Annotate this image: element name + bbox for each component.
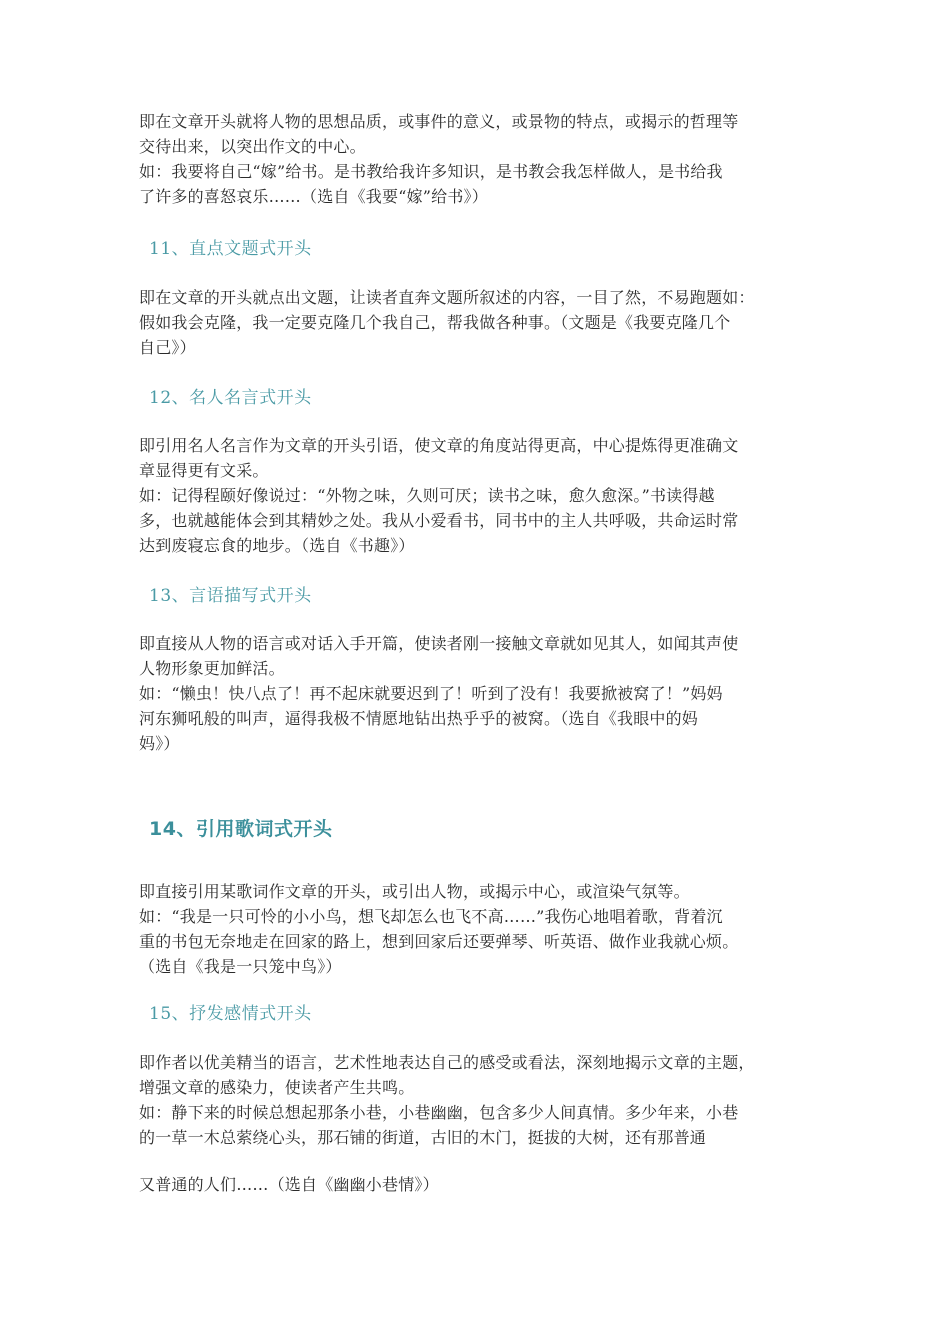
paragraph-line: 如：“懒虫！快八点了！再不起床就要迟到了！听到了没有！我要掀被窝了！”妈妈	[139, 684, 723, 703]
paragraph-line: 即作者以优美精当的语言，艺术性地表达自己的感受或看法，深刻地揭示文章的主题，	[139, 1053, 755, 1072]
paragraph-line: 交待出来，以突出作文的中心。	[139, 137, 366, 156]
paragraph-line: 自己》）	[139, 338, 196, 357]
paragraph-line: 的一草一木总萦绕心头，那石铺的街道，古旧的木门，挺拔的大树，还有那普通	[139, 1128, 707, 1147]
paragraph-line: 河东狮吼般的叫声，逼得我极不情愿地钻出热乎乎的被窝。（选自《我眼中的妈	[139, 709, 699, 728]
paragraph-line: 妈》）	[139, 734, 180, 753]
paragraph-line: 即引用名人名言作为文章的开头引语，使文章的角度站得更高，中心提炼得更准确文	[139, 436, 739, 455]
paragraph-line: 如：“我是一只可怜的小小鸟，想飞却怎么也飞不高……”我伤心地唱着歌，背着沉	[139, 907, 723, 926]
paragraph-line: 达到废寝忘食的地步。（选自《书趣》）	[139, 536, 415, 555]
paragraph-line: 了许多的喜怒哀乐……（选自《我要“嫁”给书》）	[139, 187, 488, 206]
section-heading-15: 15、抒发感情式开头	[149, 1004, 312, 1024]
section-heading-12: 12、名人名言式开头	[149, 388, 312, 408]
paragraph-line: （选自《我是一只笼中鸟》）	[139, 957, 342, 976]
section-heading-13: 13、言语描写式开头	[149, 586, 312, 606]
paragraph-line: 如：静下来的时候总想起那条小巷，小巷幽幽，包含多少人间真情。多少年来，小巷	[139, 1103, 739, 1122]
paragraph-line: 重的书包无奈地走在回家的路上，想到回家后还要弹琴、听英语、做作业我就心烦。	[139, 932, 739, 951]
section-heading-11: 11、直点文题式开头	[149, 239, 312, 259]
paragraph-line: 即在文章开头就将人物的思想品质，或事件的意义，或景物的特点，或揭示的哲理等	[139, 112, 739, 131]
paragraph-line: 多，也就越能体会到其精妙之处。我从小爱看书，同书中的主人共呼吸，共命运时常	[139, 511, 739, 530]
paragraph-line: 即在文章的开头就点出文题，让读者直奔文题所叙述的内容，一目了然，不易跑题如：	[139, 288, 755, 307]
paragraph-line: 人物形象更加鲜活。	[139, 659, 285, 678]
paragraph-line: 即直接从人物的语言或对话入手开篇，使读者刚一接触文章就如见其人，如闻其声使	[139, 634, 739, 653]
section-heading-14: 14、引用歌词式开头	[149, 818, 333, 840]
paragraph-line: 假如我会克隆，我一定要克隆几个我自己，帮我做各种事。（文题是《我要克隆几个	[139, 313, 731, 332]
paragraph-line: 即直接引用某歌词作文章的开头，或引出人物，或揭示中心，或渲染气氛等。	[139, 882, 690, 901]
paragraph-line: 增强文章的感染力，使读者产生共鸣。	[139, 1078, 415, 1097]
paragraph-line: 章显得更有文采。	[139, 461, 269, 480]
paragraph-line: 如：记得程颐好像说过：“外物之味，久则可厌；读书之味，愈久愈深。”书读得越	[139, 486, 715, 505]
paragraph-line: 又普通的人们……（选自《幽幽小巷情》）	[139, 1175, 439, 1194]
paragraph-line: 如：我要将自己“嫁”给书。是书教给我许多知识，是书教会我怎样做人，是书给我	[139, 162, 723, 181]
